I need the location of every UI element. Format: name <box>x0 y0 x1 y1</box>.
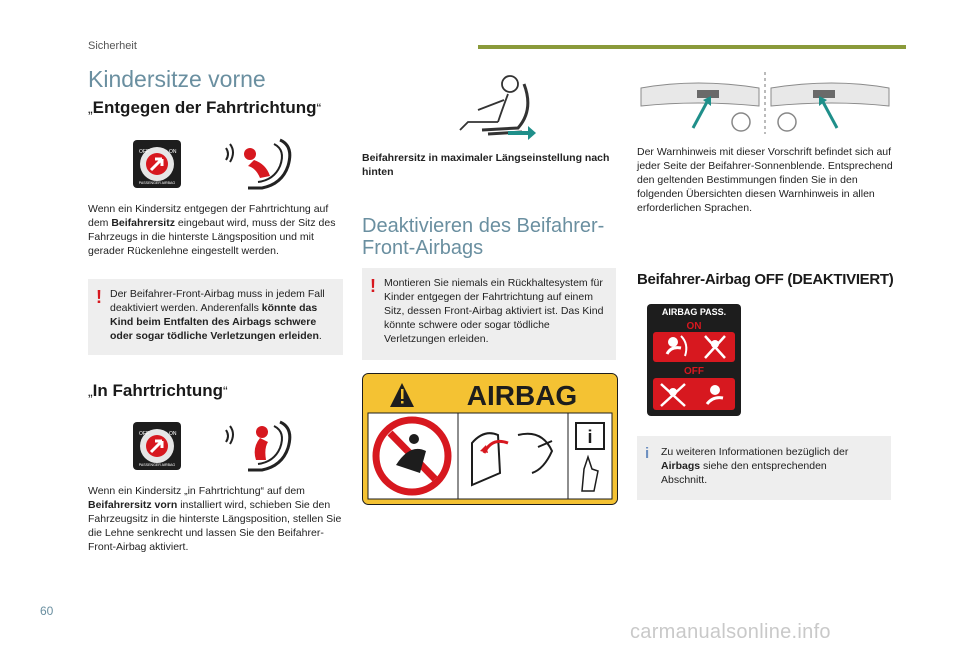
svg-text:PASSENGER AIRBAG: PASSENGER AIRBAG <box>138 463 176 467</box>
airbag-pass-panel <box>647 304 741 416</box>
warning-text: Montieren Sie niemals ein Rückhaltesystem für Kinder entgegen der Fahrtrichtung auf einem Sitz, dessen Front-Airbag aktiviert ist. Das Kind könnte schwere oder sogar tödliche Verletzungen erleiden. <box>384 277 604 345</box>
section-label: Sicherheit <box>88 40 137 52</box>
airbag-switch-off-icon <box>133 140 181 188</box>
watermark: carmanualsonline.info <box>630 621 831 643</box>
info-text: Zu weiteren Informationen bezüglich der Airbags siehe den entsprechenden Abschnitt. <box>661 446 849 486</box>
section-title-deactivate: Deaktivieren des Beifahrer- Front-Airbags <box>362 215 605 259</box>
svg-text:PASSENGER AIRBAG: PASSENGER AIRBAG <box>138 181 176 185</box>
svg-text:OFF: OFF <box>139 149 149 155</box>
warning-text: Der Beifahrer-Front-Airbag muss in jedem Fall deaktiviert werden. Anderenfalls könnte das Kind beim Entfalten des Airbags schwere oder sogar tödliche Verletzungen erleiden. <box>110 288 325 342</box>
heading-rearward: „Entgegen der Fahrtrichtung“ <box>88 98 322 117</box>
svg-text:ON: ON <box>169 149 177 155</box>
rearward-child-seat-icon <box>222 136 298 192</box>
forward-text: Wenn ein Kindersitz „in Fahrtrichtung“ auf dem Beifahrersitz vorn installiert wird, schieben Sie den Fahrzeugsitz in die hinterste Längsposition, stellen Sie die Lehne senkrecht und lassen Sie den Beifahrer-Front-Airbag aktiviert. <box>88 485 342 553</box>
seat-position-icon <box>438 70 538 142</box>
airbag-label-title: AIRBAG <box>466 380 578 411</box>
visor-text: Der Warnhinweis mit dieser Vorschrift befindet sich auf jeder Seite der Beifahrer-Sonnenblende. Entsprechend den geltenden Bestimmungen finden Sie in den folgenden Übersichten diesen Warnhinweis in allen erforderlichen Sprachen. <box>637 146 893 214</box>
warning-box-deactivate <box>362 268 616 360</box>
rearward-text: Wenn ein Kindersitz entgegen der Fahrtrichtung auf dem Beifahrersitz eingebaut wird, muss der Sitz des Fahrzeugs in die hinterste Längsposition und mit gerader Rückenlehne eingestellt werden. <box>88 203 336 257</box>
svg-text:OFF: OFF <box>684 366 704 377</box>
warning-icon: ! <box>96 287 102 307</box>
heading-forward: „In Fahrtrichtung“ <box>88 381 228 400</box>
heading-airbag-off: Beifahrer-Airbag OFF (DEAKTIVIERT) <box>637 271 894 288</box>
seat-caption: Beifahrersitz in maximaler Längseinstellung nach hinten <box>362 152 610 178</box>
airbag-switch-on-icon <box>133 422 181 470</box>
airbag-warning-label <box>362 373 618 505</box>
page-title: Kindersitze vorne <box>88 66 266 92</box>
info-box <box>637 436 891 500</box>
header-bar <box>478 45 906 49</box>
sun-visor-diagram <box>637 72 893 134</box>
warning-box-rearward <box>88 279 343 355</box>
svg-text:i: i <box>587 427 593 447</box>
forward-child-seat-icon <box>222 418 298 474</box>
svg-text:ON: ON <box>169 431 177 437</box>
page-number: 60 <box>40 604 54 618</box>
svg-text:AIRBAG PASS.: AIRBAG PASS. <box>661 307 727 317</box>
svg-text:ON: ON <box>686 321 702 332</box>
info-icon: i <box>645 445 650 462</box>
svg-text:OFF: OFF <box>139 431 149 437</box>
warning-icon: ! <box>370 276 376 296</box>
